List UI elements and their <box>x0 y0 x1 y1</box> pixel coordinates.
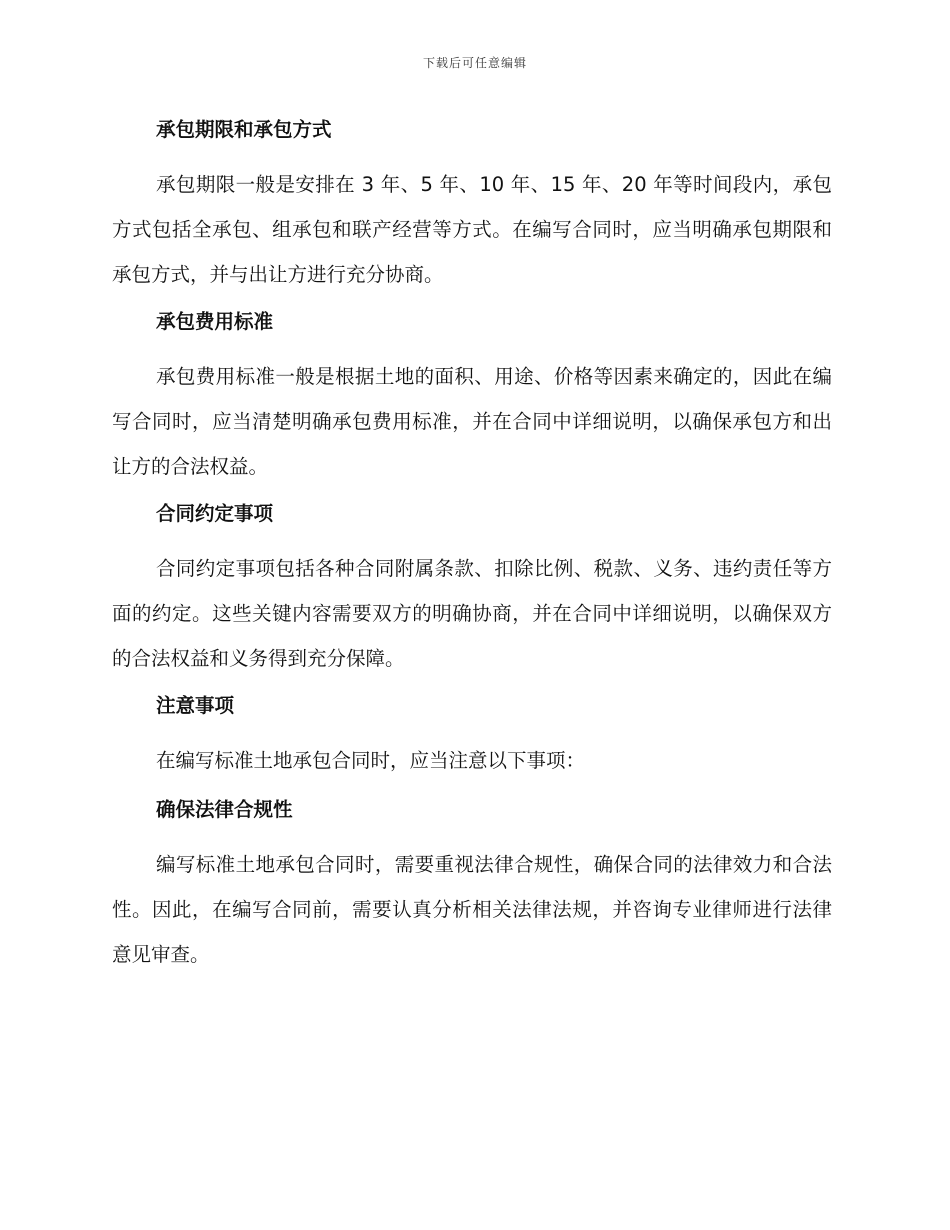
page-header: 下载后可任意编辑 <box>422 56 527 70</box>
section-paragraph-term-and-mode: 承包期限一般是安排在 3 年、5 年、10 年、15 年、20 年等时间段内，承包方式包括全承包、组承包和联产经营等方式。在编写合同时，应当明确承包期限和承包方式，并与出让方进行充分协商。 <box>112 173 832 286</box>
section-paragraph-legal-compliance: 编写标准土地承包合同时，需要重视法律合规性，确保合同的法律效力和合法性。因此，在编写合同前，需要认真分析相关法律法规，并咨询专业律师进行法律意见审查。 <box>112 853 832 966</box>
section-paragraph-notes: 在编写标准土地承包合同时，应当注意以下事项： <box>156 749 586 772</box>
document-body <box>112 112 832 984</box>
section-heading-term-and-mode: 承包期限和承包方式 <box>156 118 332 141</box>
section-paragraph-agreed-matters: 合同约定事项包括各种合同附属条款、扣除比例、税款、义务、违约责任等方面的约定。这些关键内容需要双方的明确协商，并在合同中详细说明，以确保双方的合法权益和义务得到充分保障。 <box>112 557 832 670</box>
section-heading-notes: 注意事项 <box>156 694 235 717</box>
section-paragraph-fee-standard: 承包费用标准一般是根据土地的面积、用途、价格等因素来确定的，因此在编写合同时，应当清楚明确承包费用标准，并在合同中详细说明，以确保承包方和出让方的合法权益。 <box>112 365 832 478</box>
section-heading-fee-standard: 承包费用标准 <box>156 310 274 333</box>
section-heading-agreed-matters: 合同约定事项 <box>156 502 274 525</box>
section-heading-legal-compliance: 确保法律合规性 <box>156 798 293 821</box>
